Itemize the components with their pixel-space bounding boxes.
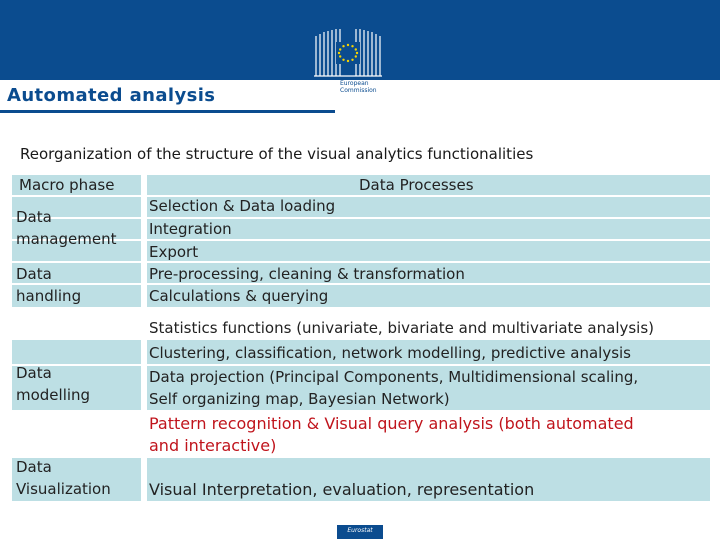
page-title: Automated analysis: [7, 85, 216, 106]
process-item-highlight: Pattern recognition & Visual query analysis (both automated: [149, 414, 634, 433]
header-macro-phase: Macro phase: [19, 176, 115, 194]
process-item: Selection & Data loading: [149, 197, 336, 215]
logo-caption: European Commission: [340, 80, 377, 94]
phase-data-handling: Data handling: [16, 265, 82, 305]
eurostat-logo-icon: [337, 525, 383, 539]
slide-subtitle: Reorganization of the structure of the visual analytics functionalities: [20, 145, 534, 163]
table-row: [12, 197, 710, 217]
process-item: Calculations & querying: [149, 287, 329, 305]
header-data-processes: Data Processes: [359, 176, 474, 194]
process-item: Visual Interpretation, evaluation, representation: [149, 480, 535, 499]
table-row: [12, 219, 710, 239]
process-item: Data projection (Principal Components, Multidimensional scaling,: [149, 368, 639, 386]
phase-data-visualization: Data Visualization: [16, 458, 111, 498]
process-item: Integration: [149, 220, 232, 238]
column-separator: [141, 175, 147, 501]
table-row: [12, 285, 710, 307]
process-item: Self organizing map, Bayesian Network): [149, 390, 450, 408]
phase-data-management: Data management: [16, 208, 117, 248]
phase-data-modelling: Data modelling: [16, 364, 91, 404]
table-row: [12, 241, 710, 261]
process-item: Clustering, classification, network modelling, predictive analysis: [149, 344, 631, 362]
process-item: Pre-processing, cleaning & transformation: [149, 265, 465, 283]
process-item: Statistics functions (univariate, bivariate and multivariate analysis): [149, 319, 655, 337]
process-item: Export: [149, 243, 199, 261]
title-underline: [0, 110, 335, 113]
footer-logo-text: Eurostat: [347, 527, 373, 534]
process-item-highlight: and interactive): [149, 436, 277, 455]
page-title-bar: [0, 80, 335, 113]
